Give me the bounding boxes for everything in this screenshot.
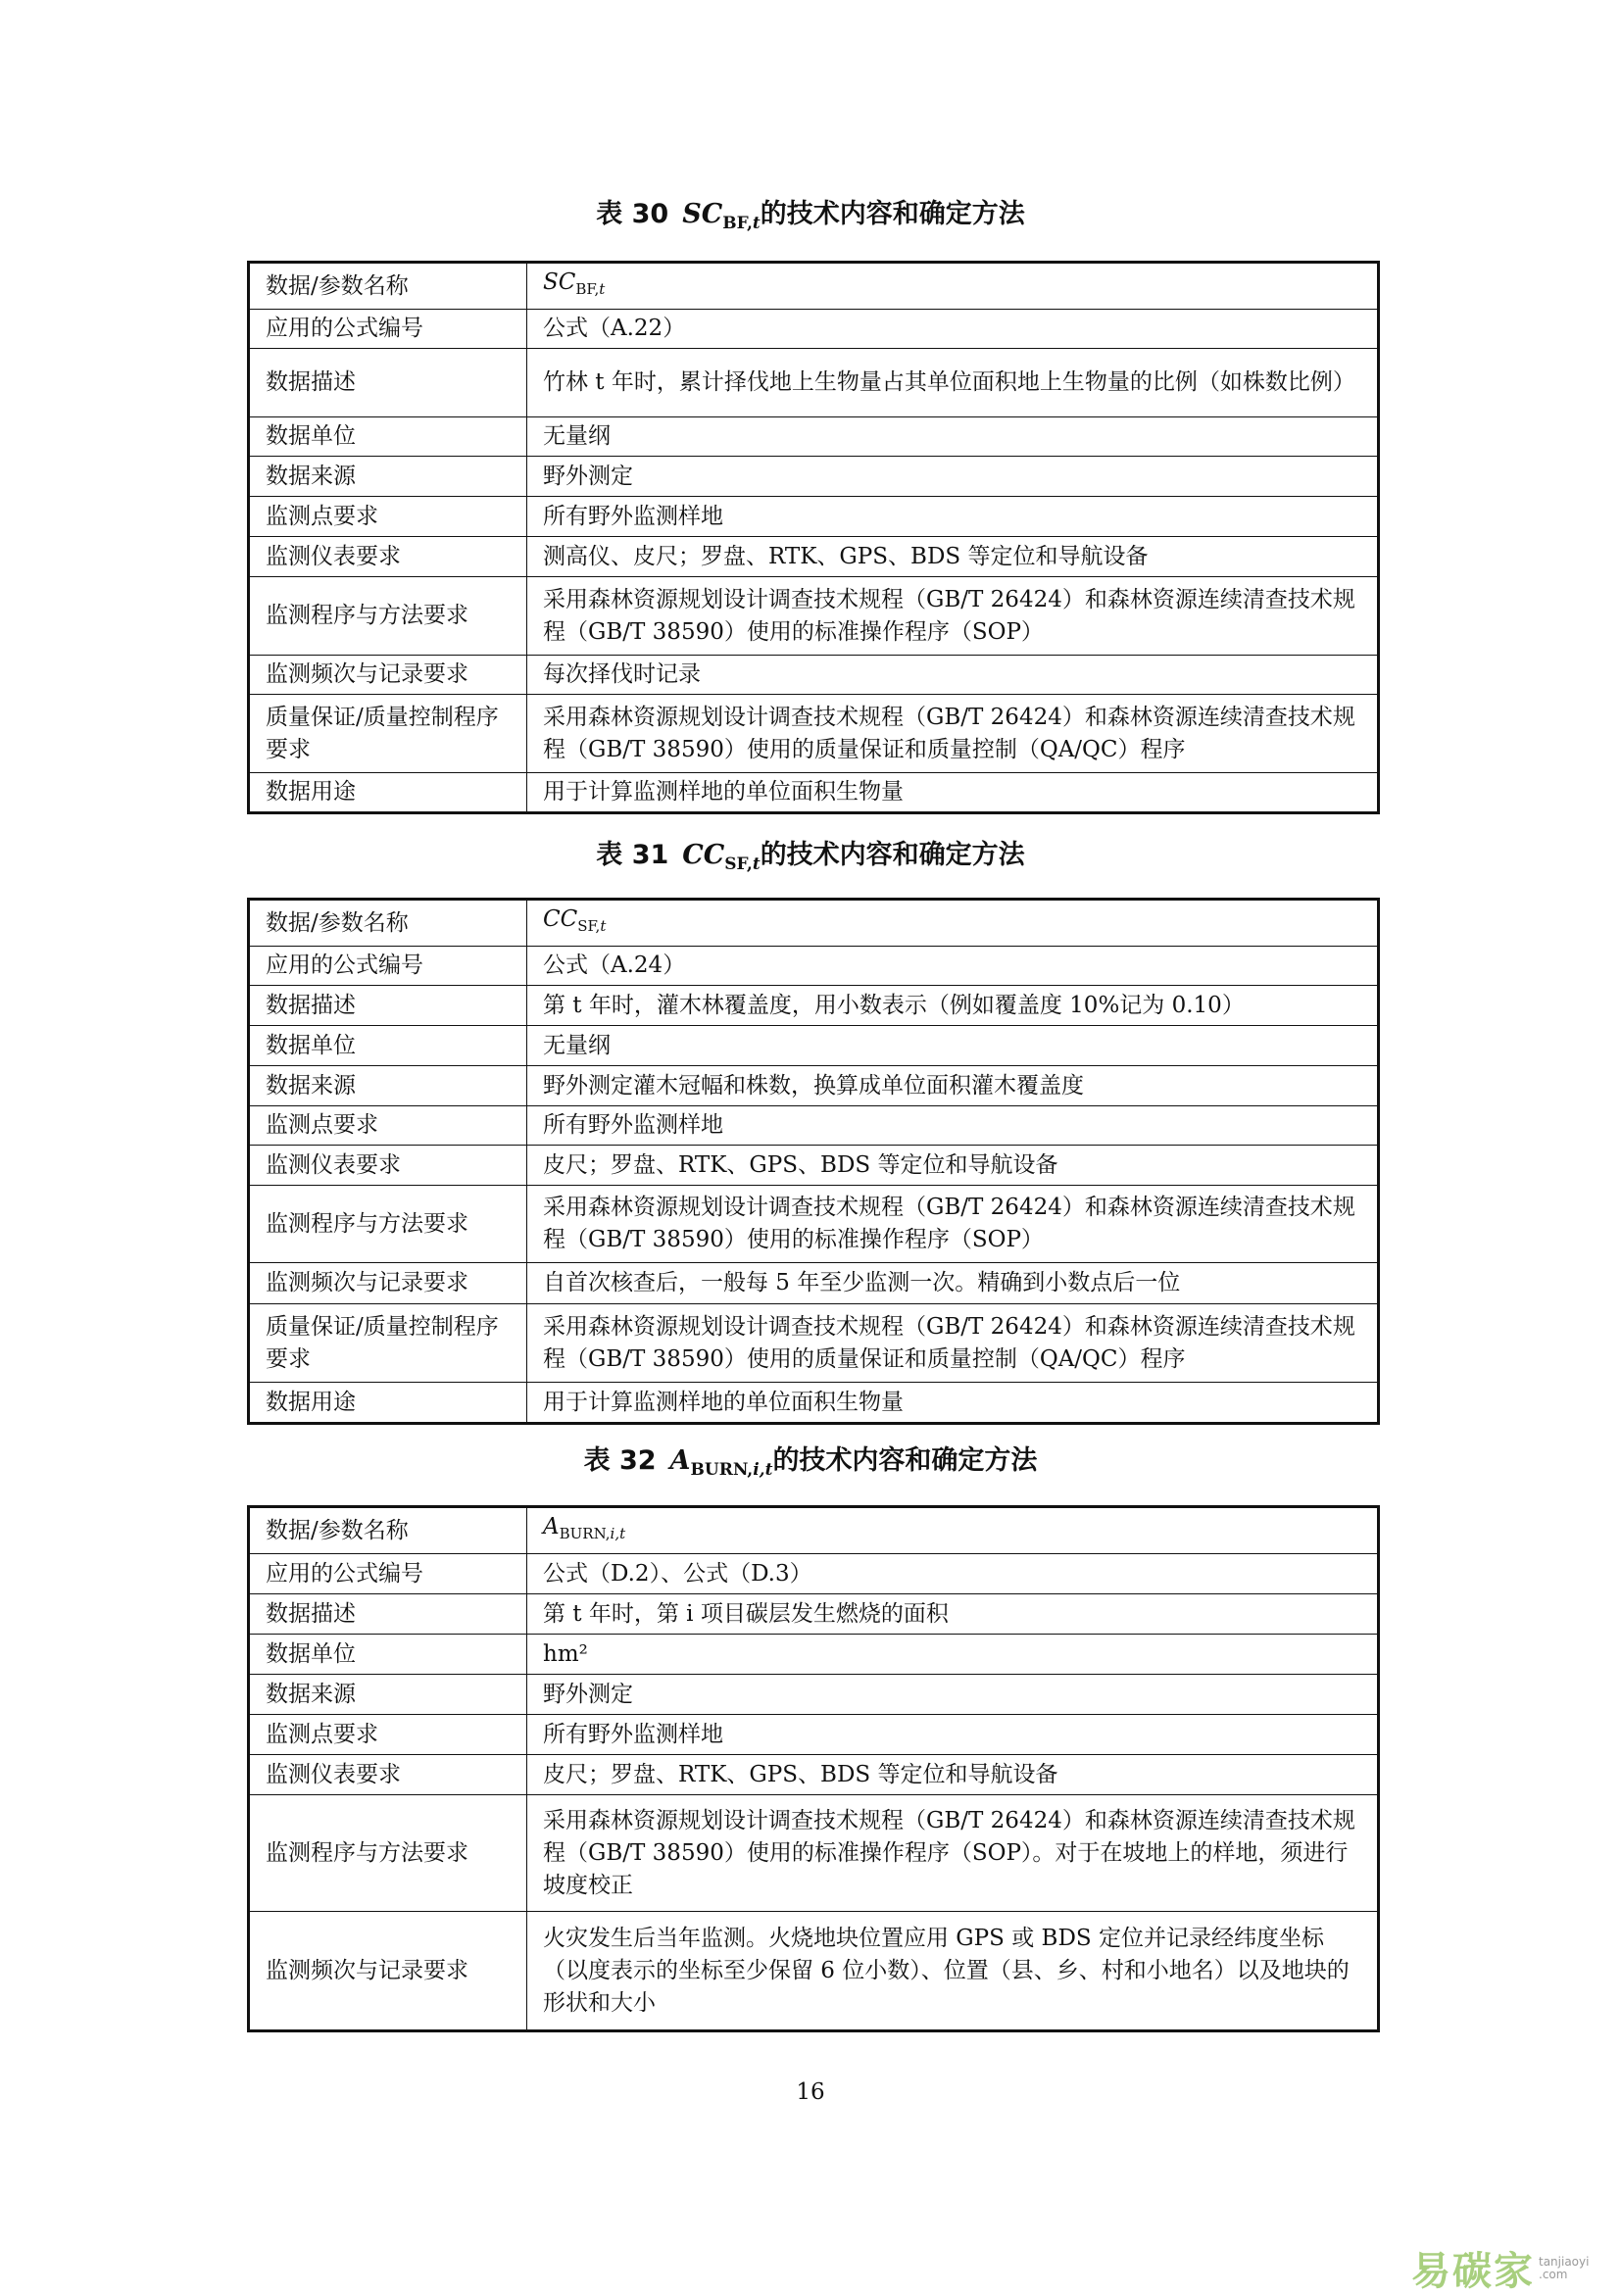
row-value: 野外测定 (527, 457, 1379, 497)
row-key: 数据单位 (249, 1635, 527, 1675)
row-key: 监测程序与方法要求 (249, 1186, 527, 1263)
row-key: 数据来源 (249, 1675, 527, 1715)
row-value: 每次择伐时记录 (527, 656, 1379, 695)
row-value: 所有野外监测样地 (527, 1715, 1379, 1755)
table-caption: 表 32 $A_{BURN,i,t}$的技术内容和确定方法 (583, 1445, 1038, 1480)
row-key: 监测仪表要求 (249, 1146, 527, 1186)
row-key: 数据来源 (249, 457, 527, 497)
row-key: 监测点要求 (249, 1715, 527, 1755)
row-value: 采用森林资源规划设计调查技术规程（GB/T 26424）和森林资源连续清查技术规程（GB/T 38590）使用的质量保证和质量控制（QA/QC）程序 (527, 1304, 1379, 1383)
row-value: 第 t 年时，第 i 项目碳层发生燃烧的面积 (527, 1594, 1379, 1635)
row-key: 数据/参数名称 (249, 1507, 527, 1554)
row-key: 数据描述 (249, 349, 527, 417)
row-key: 数据描述 (249, 986, 527, 1026)
row-value: $SC_{BF,t}$ (527, 263, 1379, 310)
row-key: 监测频次与记录要求 (249, 656, 527, 695)
row-key: 数据单位 (249, 417, 527, 457)
row-key: 监测点要求 (249, 1106, 527, 1146)
row-value: 第 t 年时，灌木林覆盖度，用小数表示（例如覆盖度 10%记为 0.10） (527, 986, 1379, 1026)
row-value: $A_{BURN,i,t}$ (527, 1507, 1379, 1554)
row-value: 无量纲 (527, 1026, 1379, 1066)
row-key: 数据/参数名称 (249, 263, 527, 310)
parameter-table (247, 261, 1380, 814)
row-key: 质量保证/质量控制程序要求 (249, 1304, 527, 1383)
row-value: 公式（A.24） (527, 947, 1379, 986)
row-key: 监测频次与记录要求 (249, 1263, 527, 1304)
row-value: 野外测定灌木冠幅和株数，换算成单位面积灌木覆盖度 (527, 1066, 1379, 1106)
row-value: hm² (527, 1635, 1379, 1675)
row-key: 应用的公式编号 (249, 1554, 527, 1594)
row-value: 测高仪、皮尺；罗盘、RTK、GPS、BDS 等定位和导航设备 (527, 537, 1379, 577)
row-value: 用于计算监测样地的单位面积生物量 (527, 773, 1379, 813)
row-value: 野外测定 (527, 1675, 1379, 1715)
row-key: 监测仪表要求 (249, 1755, 527, 1795)
row-key: 监测点要求 (249, 497, 527, 537)
page-number: 16 (796, 2079, 825, 2105)
row-value: 采用森林资源规划设计调查技术规程（GB/T 26424）和森林资源连续清查技术规程（GB/T 38590）使用的标准操作程序（SOP）。对于在坡地上的样地，须进行坡度校正 (527, 1795, 1379, 1912)
table-caption: 表 31 $CC_{SF,t}$的技术内容和确定方法 (596, 840, 1025, 874)
row-value: 采用森林资源规划设计调查技术规程（GB/T 26424）和森林资源连续清查技术规程（GB/T 38590）使用的标准操作程序（SOP） (527, 577, 1379, 656)
row-key: 监测频次与记录要求 (249, 1912, 527, 2031)
row-value: 采用森林资源规划设计调查技术规程（GB/T 26424）和森林资源连续清查技术规程（GB/T 38590）使用的标准操作程序（SOP） (527, 1186, 1379, 1263)
parameter-table (247, 1505, 1380, 2032)
row-value: 所有野外监测样地 (527, 497, 1379, 537)
row-key: 数据用途 (249, 1383, 527, 1424)
row-value: 皮尺；罗盘、RTK、GPS、BDS 等定位和导航设备 (527, 1146, 1379, 1186)
row-value: 所有野外监测样地 (527, 1106, 1379, 1146)
watermark-domain: tanjiaoyi .com (1539, 2254, 1590, 2281)
row-key: 应用的公式编号 (249, 947, 527, 986)
row-key: 数据描述 (249, 1594, 527, 1635)
row-key: 数据用途 (249, 773, 527, 813)
row-value: $CC_{SF,t}$ (527, 900, 1379, 947)
watermark-text: 易碳家 (1411, 2249, 1535, 2294)
row-value: 自首次核查后，一般每 5 年至少监测一次。精确到小数点后一位 (527, 1263, 1379, 1304)
row-key: 监测程序与方法要求 (249, 1795, 527, 1912)
row-value: 竹林 t 年时，累计择伐地上生物量占其单位面积地上生物量的比例（如株数比例） (527, 349, 1379, 417)
row-key: 应用的公式编号 (249, 310, 527, 349)
row-value: 采用森林资源规划设计调查技术规程（GB/T 26424）和森林资源连续清查技术规程（GB/T 38590）使用的质量保证和质量控制（QA/QC）程序 (527, 695, 1379, 773)
row-key: 数据/参数名称 (249, 900, 527, 947)
row-key: 监测程序与方法要求 (249, 577, 527, 656)
row-value: 无量纲 (527, 417, 1379, 457)
row-key: 监测仪表要求 (249, 537, 527, 577)
row-value: 火灾发生后当年监测。火烧地块位置应用 GPS 或 BDS 定位并记录经纬度坐标（以度表示的坐标至少保留 6 位小数）、位置（县、乡、村和小地名）以及地块的形状和大小 (527, 1912, 1379, 2031)
row-key: 数据单位 (249, 1026, 527, 1066)
table-caption: 表 30 $SC_{BF,t}$的技术内容和确定方法 (596, 199, 1025, 233)
row-key: 数据来源 (249, 1066, 527, 1106)
watermark-logo (1411, 2240, 1589, 2296)
row-value: 用于计算监测样地的单位面积生物量 (527, 1383, 1379, 1424)
parameter-table (247, 898, 1380, 1425)
row-value: 公式（D.2）、公式（D.3） (527, 1554, 1379, 1594)
row-value: 皮尺；罗盘、RTK、GPS、BDS 等定位和导航设备 (527, 1755, 1379, 1795)
row-value: 公式（A.22） (527, 310, 1379, 349)
row-key: 质量保证/质量控制程序要求 (249, 695, 527, 773)
